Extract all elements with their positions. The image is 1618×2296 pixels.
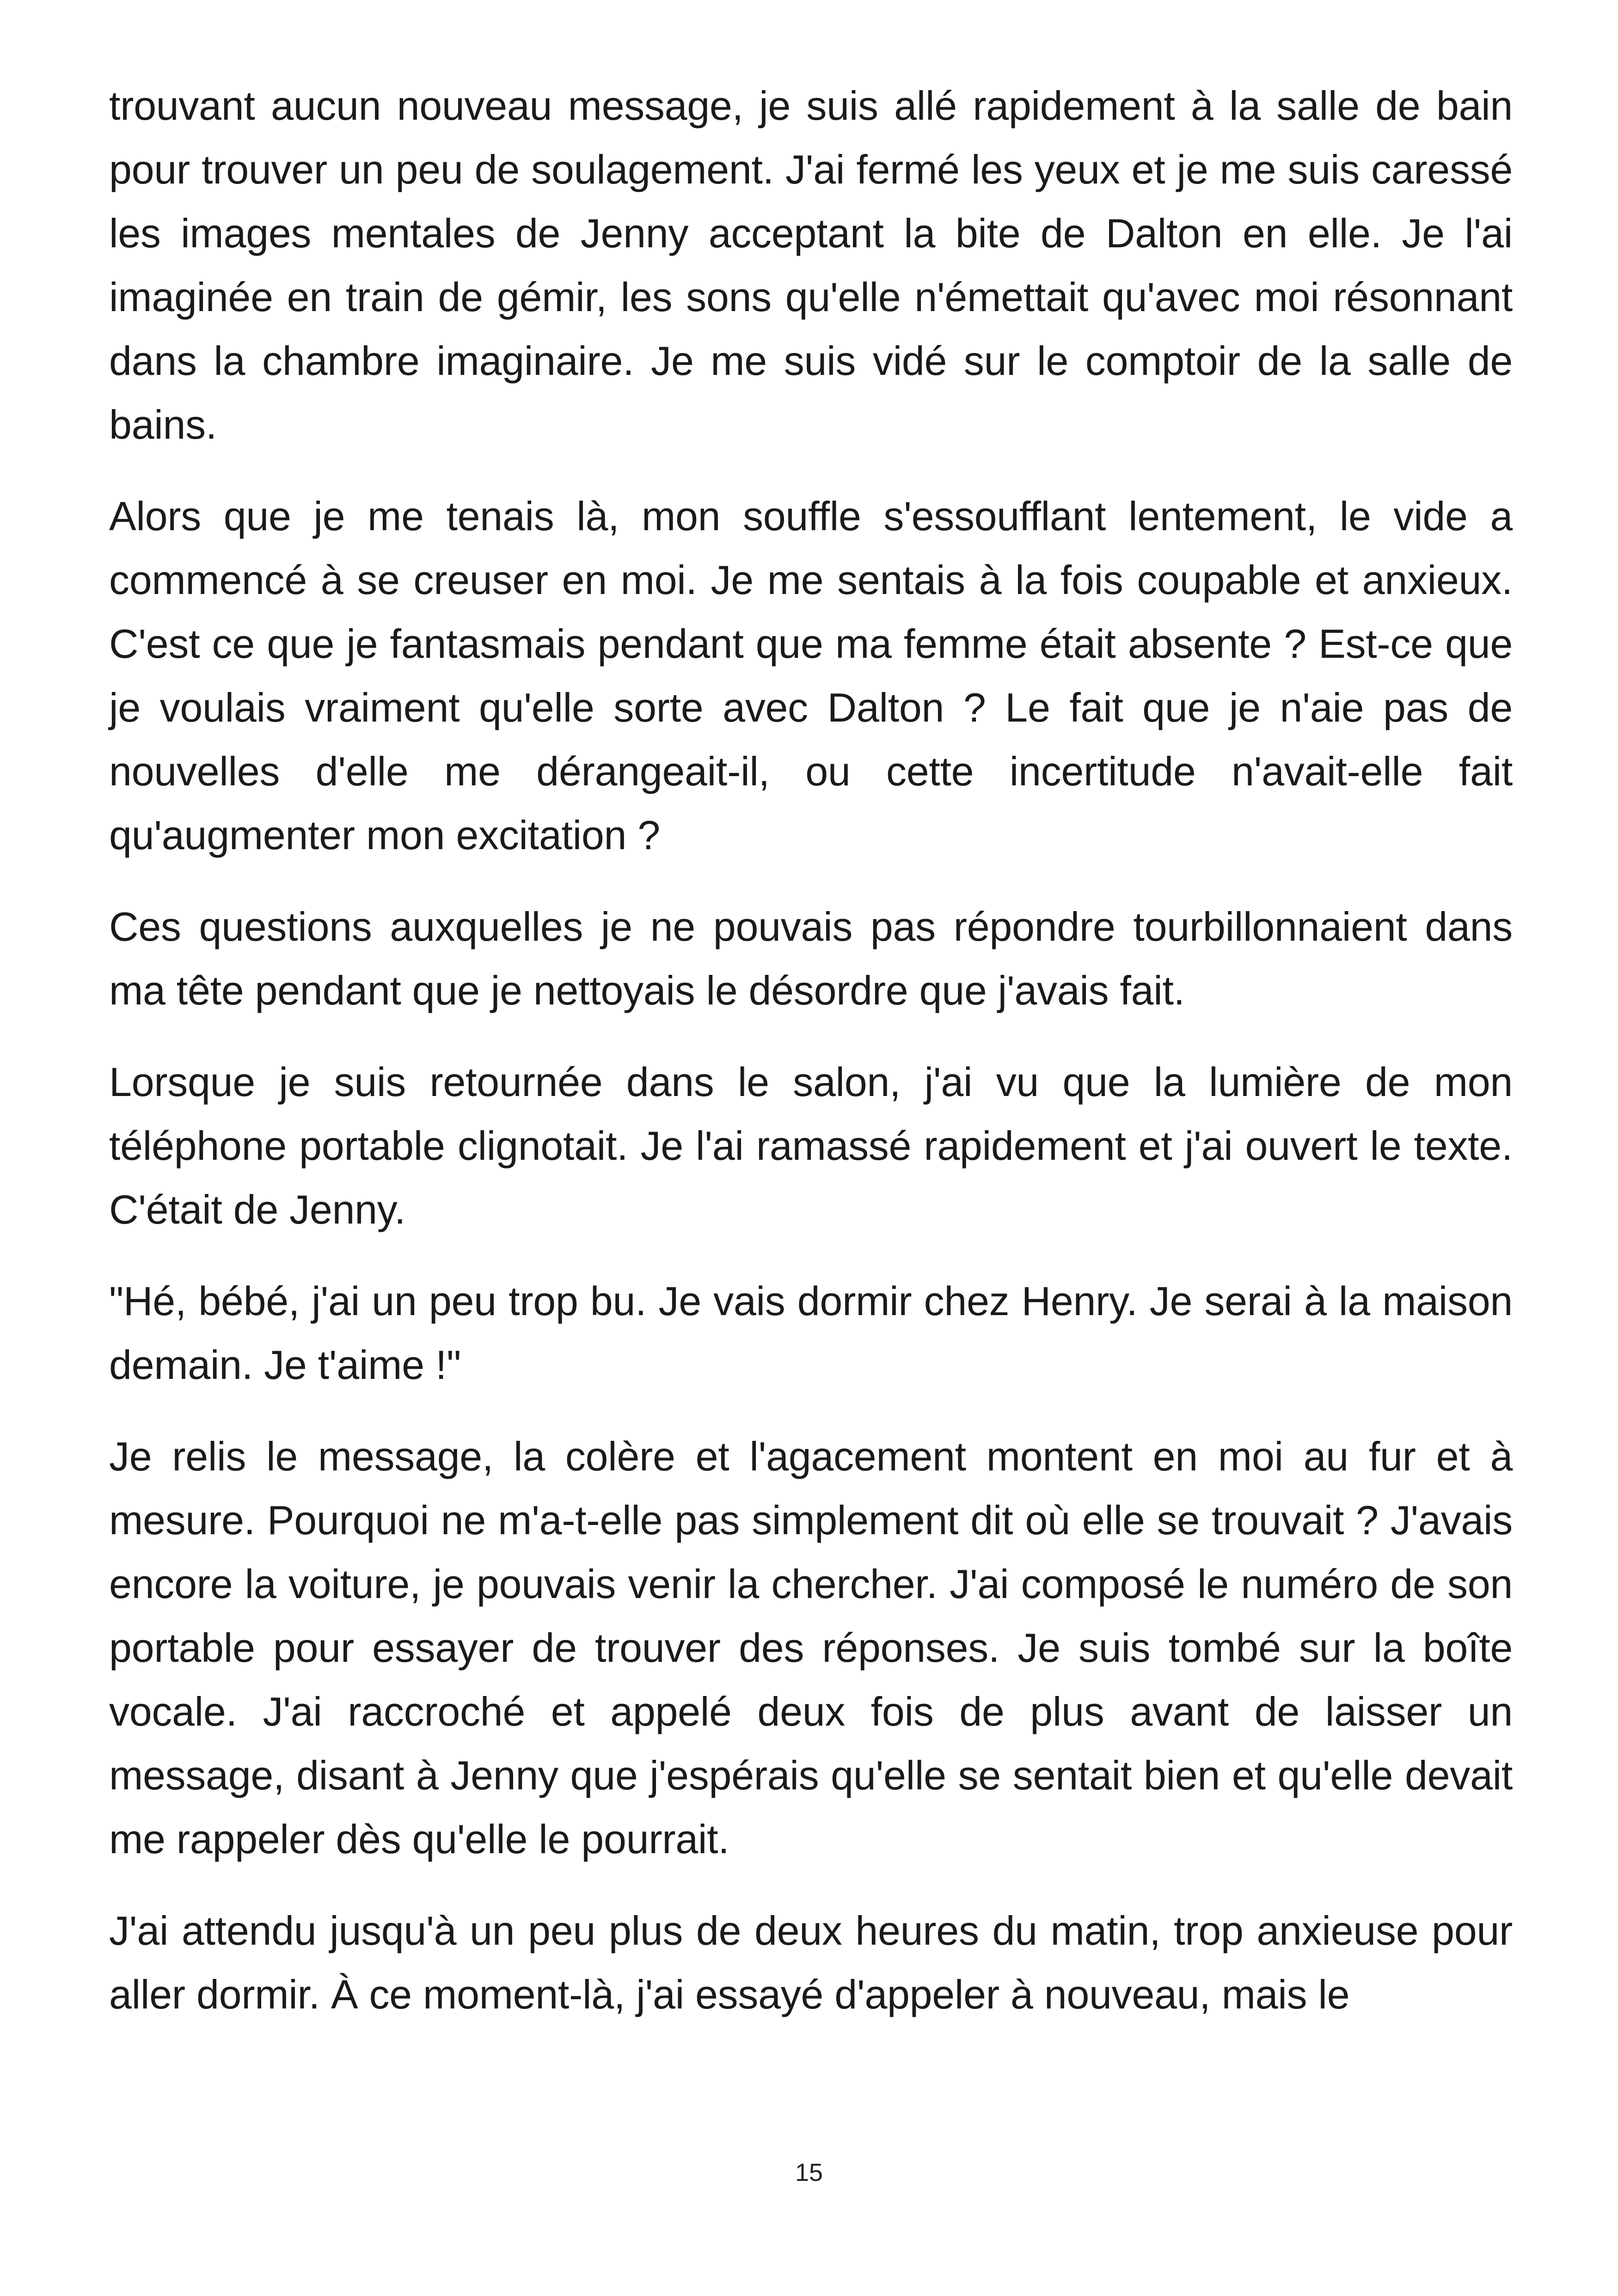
paragraph-5: "Hé, bébé, j'ai un peu trop bu. Je vais dormir chez Henry. Je serai à la maison demain. Je t'aime !" bbox=[109, 1278, 1513, 1388]
page-body bbox=[109, 74, 1513, 2054]
paragraph-7: J'ai attendu jusqu'à un peu plus de deux heures du matin, trop anxieuse pour aller dormir. À ce moment-là, j'ai essayé d'appeler à nouveau, mais le bbox=[109, 1908, 1513, 2017]
page-number: 15 bbox=[795, 2159, 823, 2186]
paragraph-2: Alors que je me tenais là, mon souffle s'essoufflant lentement, le vide a commencé à se creuser en moi. Je me sentais à la fois coupable et anxieux. C'est ce que je fantasmais pendant que ma femme était absente ? Est-ce que je voulais vraiment qu'elle sorte avec Dalton ? Le fait que je n'aie pas de nouvelles d'elle me dérangeait-il, ou cette incertitude n'avait-elle fait qu'augmenter mon excitation ? bbox=[109, 493, 1513, 858]
paragraph-6: Je relis le message, la colère et l'agacement montent en moi au fur et à mesure. Pourquoi ne m'a-t-elle pas simplement dit où elle se trouvait ? J'avais encore la voiture, je pouvais venir la chercher. J'ai composé le numéro de son portable pour essayer de trouver des réponses. Je suis tombé sur la boîte vocale. J'ai raccroché et appelé deux fois de plus avant de laisser un message, disant à Jenny que j'espérais qu'elle se sentait bien et qu'elle devait me rappeler dès qu'elle le pourrait. bbox=[109, 1433, 1513, 1862]
paragraph-4: Lorsque je suis retournée dans le salon, j'ai vu que la lumière de mon téléphone portable clignotait. Je l'ai ramassé rapidement et j'ai ouvert le texte. C'était de Jenny. bbox=[109, 1059, 1513, 1232]
paragraph-1: trouvant aucun nouveau message, je suis allé rapidement à la salle de bain pour trouver un peu de soulagement. J'ai fermé les yeux et je me suis caressé les images mentales de Jenny acceptant la bite de Dalton en elle. Je l'ai imaginée en train de gémir, les sons qu'elle n'émettait qu'avec moi résonnant dans la chambre imaginaire. Je me suis vidé sur le comptoir de la salle de bains. bbox=[109, 83, 1513, 447]
paragraph-3: Ces questions auxquelles je ne pouvais pas répondre tourbillonnaient dans ma tête pendant que je nettoyais le désordre que j'avais fait. bbox=[109, 904, 1513, 1013]
